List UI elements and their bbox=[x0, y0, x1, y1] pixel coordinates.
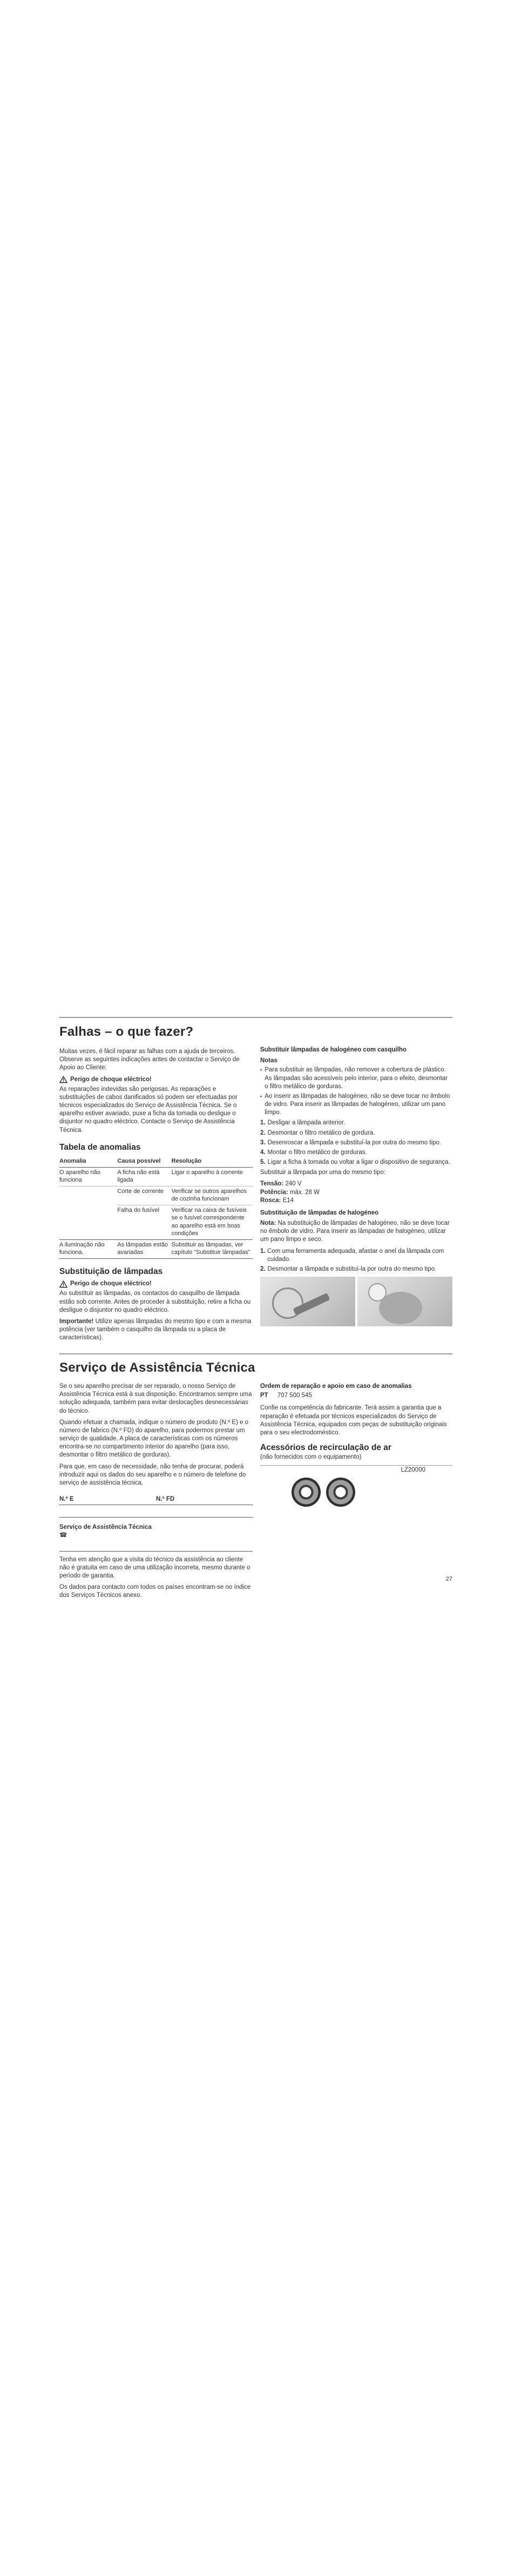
table-cell: A ficha não está ligada bbox=[117, 1167, 171, 1186]
lamp-photo-remove bbox=[357, 1277, 452, 1326]
step-number: 2. bbox=[260, 1129, 266, 1136]
table-cell: Verificar se outros aparelhos de cozinha funcionam bbox=[172, 1186, 253, 1205]
anomaly-table bbox=[59, 1156, 253, 1259]
spec-label: Potência: bbox=[260, 1189, 288, 1196]
field-service-label: Serviço de Assistência Técnica ☎ bbox=[59, 1524, 152, 1539]
list-item bbox=[260, 1265, 452, 1273]
pt-label: PT bbox=[260, 1392, 268, 1399]
list-item bbox=[260, 1158, 452, 1166]
accessory-image bbox=[260, 1476, 452, 1511]
note-item bbox=[260, 1066, 452, 1091]
step-text: Ligar a ficha à tomada ou voltar a ligar o dispositivo de segurança. bbox=[267, 1159, 450, 1166]
step-text: Desmontar a lâmpada e substituí-la por outra do mesmo tipo. bbox=[267, 1265, 437, 1272]
accessories-title: Acessórios de recirculação de ar bbox=[260, 1443, 391, 1453]
warning-electric-1 bbox=[59, 1076, 253, 1084]
table-row bbox=[59, 1186, 253, 1205]
lamp-bulb-shape bbox=[368, 1283, 387, 1302]
order-title: Ordem de reparação e apoio em caso de anomalias bbox=[260, 1383, 412, 1390]
table-cell bbox=[59, 1205, 117, 1239]
pt-number: 707 500 545 bbox=[277, 1392, 312, 1399]
step-number: 4. bbox=[260, 1149, 266, 1156]
list-item bbox=[260, 1119, 452, 1127]
table-header: Resolução bbox=[172, 1156, 253, 1167]
table-cell: As lâmpadas estão avariadas bbox=[117, 1239, 171, 1258]
warning-electric-2-label: Perigo de choque eléctrico! bbox=[70, 1280, 152, 1287]
lamp-photos bbox=[260, 1277, 452, 1326]
table-row bbox=[59, 1239, 253, 1258]
servico-p3: Para que, em caso de necessidade, não tenha de procurar, poderá introduzir aqui os dados do seu aparelho e o número de telefone do serviço de assistência técnica. bbox=[59, 1463, 246, 1486]
nota-text: Na substituição de lâmpadas de halogéneo, não se deve tocar no êmbolo de vidro. Para inserir as lâmpadas de halogéneo, utilizar um pano limpo e seco. bbox=[260, 1220, 450, 1243]
important-label: Importante! bbox=[59, 1318, 94, 1325]
table-header: Anomalia bbox=[59, 1156, 117, 1167]
step-number: 2. bbox=[260, 1265, 266, 1272]
replace-text: Substituir a lâmpada por uma do mesmo tipo: bbox=[260, 1169, 386, 1176]
step-text: Com uma ferramenta adequada, afastar o anel da lâmpada com cuidado. bbox=[267, 1247, 444, 1263]
note-text: ▪ Ao inserir as lâmpadas de halogéneo, não se deve tocar no ilmbolo de vidro. Para inserir as lâmpadas de halogéneo, utilizar um pano limpo. bbox=[265, 1093, 450, 1116]
spec-rosca bbox=[260, 1197, 452, 1205]
warning-electric-1-text: As reparações indevidas são perigosas. As reparações e substituições de cabos danificados só podem ser efectuadas por técnicos especializados do Serviço de Assistência Técnica. Se o aparelho estiver avariado, puxe a ficha da tomada ou desligue o disjuntor no quadro eléctrico. Contacte o Serviço de Assistência Técnica. bbox=[59, 1085, 238, 1134]
filter-ring-icon bbox=[292, 1478, 321, 1507]
step-number: 3. bbox=[260, 1139, 266, 1146]
servico-left-column bbox=[59, 1383, 253, 1603]
note-text: ▪ Para substituir as lâmpadas, não remover a cobertura de plástico. As lâmpadas são acessíveis pelo interior, para o efeito, desmontar o filtro metálico de gorduras. bbox=[265, 1067, 448, 1090]
halogen-title: Substituir lâmpadas de halogéneo com casquilho bbox=[260, 1047, 406, 1053]
table-row bbox=[59, 1167, 253, 1186]
trust-text: Confie na competência do fabricante. Terá assim a garantia que a reparação é efetuada por técnicos especializados do Serviço de Assistência Técnica, equipados com peças de substituição originais para o seu electrodoméstico. bbox=[260, 1405, 447, 1436]
list-item bbox=[260, 1129, 452, 1137]
important-text: Utilize apenas lâmpadas do mesmo tipo e com a mesma potência (ver também o casquilho da lâmpada ou a placa de características). bbox=[59, 1318, 252, 1341]
table-header: Causa possível bbox=[117, 1156, 171, 1167]
warning-triangle-icon bbox=[59, 1076, 67, 1083]
accessories-subtitle: (não fornecidos com o equipamento) bbox=[260, 1454, 362, 1461]
spec-value: máx. 28 W bbox=[289, 1189, 320, 1196]
halogen-sub-steps bbox=[260, 1247, 452, 1274]
spec-potencia bbox=[260, 1189, 452, 1197]
spec-label: Tensão: bbox=[260, 1181, 284, 1188]
step-text: Montar o filtro metálico de gorduras. bbox=[267, 1149, 367, 1156]
note-item bbox=[260, 1093, 452, 1117]
nota-label: Nota: bbox=[260, 1220, 276, 1227]
section-rule-falhas bbox=[59, 1017, 452, 1018]
anomaly-table-title: Tabela de anomalias bbox=[59, 1142, 141, 1152]
servico-p1: Se o seu aparelho precisar de ser reparado, o nosso Serviço de Assistência Técnica está à sua disposição. Encontramos sempre uma solução adequada, também para evitar deslocações desnecessárias do técnico. bbox=[59, 1383, 252, 1414]
table-cell: Corte de corrente bbox=[117, 1186, 171, 1205]
table-header-row bbox=[59, 1156, 253, 1167]
halogen-steps bbox=[260, 1119, 452, 1166]
lamp-photo-ring bbox=[260, 1277, 355, 1326]
accessory-rule bbox=[260, 1465, 452, 1466]
hand-shape bbox=[379, 1292, 422, 1324]
table-cell: A iluminação não funciona. bbox=[59, 1239, 117, 1258]
table-cell: Substituir as lâmpadas, ver capítulo "Substituir lâmpadas" bbox=[172, 1239, 253, 1258]
field-service bbox=[59, 1523, 156, 1541]
page-number: 27 bbox=[445, 1576, 452, 1582]
table-cell: Verificar na caixa de fusíveis se o fusível correspondente ao aparelho está em boas condições bbox=[172, 1205, 253, 1239]
warning-electric-2-text: Ao substituir as lâmpadas, os contactos do casquilho de lâmpada estão sob corrente. Antes de proceder à substituição, retire a ficha ou desligue o disjuntor no quadro eléctrico. bbox=[59, 1290, 251, 1313]
servico-right-column bbox=[260, 1383, 452, 1511]
important-note bbox=[59, 1318, 253, 1343]
field-e-label: N.º E bbox=[59, 1496, 74, 1503]
step-text: Desenroscar a lâmpada e substituí-la por outra do mesmo tipo. bbox=[267, 1139, 442, 1146]
table-cell: Ligar o aparelho à corrente bbox=[172, 1167, 253, 1186]
falhas-left-column bbox=[59, 1048, 253, 1346]
list-item bbox=[260, 1149, 452, 1157]
field-e-blank bbox=[59, 1505, 253, 1518]
field-service-blank bbox=[59, 1541, 253, 1552]
step-number: 5. bbox=[260, 1159, 266, 1166]
halogen-nota bbox=[260, 1219, 452, 1244]
spec-value: E14 bbox=[282, 1197, 294, 1204]
halogen-sub-title: Substituição de lâmpadas de halogéneo bbox=[260, 1209, 379, 1216]
lamp-replacement-title: Substituição de lâmpadas bbox=[59, 1266, 163, 1276]
list-item bbox=[260, 1139, 452, 1147]
warning-electric-2 bbox=[59, 1280, 253, 1288]
notes-list bbox=[260, 1066, 452, 1117]
spec-tensao bbox=[260, 1180, 452, 1188]
step-number: 1. bbox=[260, 1247, 266, 1255]
warning-triangle-icon bbox=[59, 1280, 67, 1288]
table-cell: O aparelho não funciona bbox=[59, 1167, 117, 1186]
accessory-code: LZ20000 bbox=[401, 1466, 425, 1473]
table-cell bbox=[59, 1186, 117, 1205]
falhas-intro: Muitas vezes, é fácil reparar as falhas com a ajuda de terceiros. Observe as seguintes indicações antes de contactar o Serviço de Apoio ao Cliente: bbox=[59, 1048, 240, 1071]
notes-label: Notas bbox=[260, 1057, 277, 1064]
servico-p2: Quando efetuar a chamada, indique o número de produto (N.º E) e o número de fabrico (N.º FD) do aparelho, para podermos prestar um serviço de qualidade. A placa de características com os números encontra-se no compartimento interior do aparelho (para isso, desmontar o filtro metálico de gorduras). bbox=[59, 1419, 249, 1459]
field-fd-label: N.º FD bbox=[156, 1496, 175, 1503]
pt-contact bbox=[260, 1392, 452, 1400]
spec-label: Rosca: bbox=[260, 1197, 281, 1204]
spec-value: 240 V bbox=[285, 1181, 302, 1188]
table-cell: Falha do fusível bbox=[117, 1205, 171, 1239]
table-row bbox=[59, 1205, 253, 1239]
step-text: Desmontar o filtro metálico de gordura. bbox=[267, 1129, 375, 1136]
halogen-right-column bbox=[260, 1046, 452, 1326]
step-number: 1. bbox=[260, 1120, 266, 1127]
list-item bbox=[260, 1247, 452, 1264]
section-rule-servico bbox=[59, 1353, 452, 1354]
filter-ring-icon bbox=[326, 1478, 355, 1507]
servico-p5: Os dados para contacto com todos os países encontram-se no índice dos Serviços Técnicos anexo. bbox=[59, 1584, 251, 1599]
servico-title: Serviço de Assistência Técnica bbox=[59, 1360, 255, 1375]
warning-electric-1-label: Perigo de choque eléctrico! bbox=[70, 1076, 152, 1083]
step-text: Desligar a lâmpada anterior. bbox=[267, 1120, 345, 1127]
falhas-title: Falhas – o que fazer? bbox=[59, 1024, 194, 1039]
servico-p4: Tenha em atenção que a visita do técnico da assistência ao cliente não é gratuita em caso de uma utilização incorreta, mesmo durante o período de garantia. bbox=[59, 1556, 250, 1579]
field-e-fd bbox=[59, 1495, 253, 1505]
